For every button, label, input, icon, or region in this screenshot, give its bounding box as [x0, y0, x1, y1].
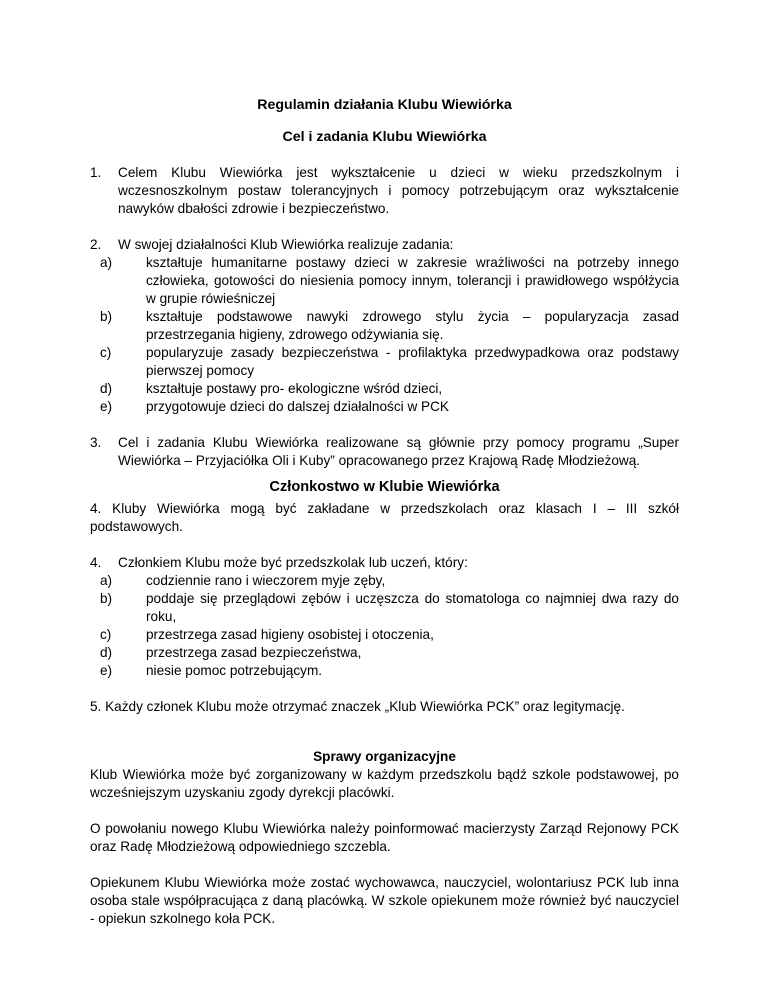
sub-item-letter: c): [100, 627, 112, 642]
sub-item-text: codziennie rano i wieczorem myje zęby,: [146, 573, 386, 588]
sub-item-letter: b): [100, 309, 113, 324]
document-page: [90, 96, 679, 946]
sub-item-text: kształtuje postawy pro- ekologiczne wśród dzieci,: [146, 381, 443, 396]
sub-item-text: przygotowuje dzieci do dalszej działalności w PCK: [146, 399, 449, 414]
sub-list-item: [90, 626, 679, 644]
sub-list-item: [90, 572, 679, 590]
goals-list: [90, 164, 679, 470]
sub-list-item: [90, 344, 679, 380]
sub-list-item: [90, 380, 679, 398]
section-title-membership: Członkostwo w Klubie Wiewiórka: [269, 479, 500, 495]
item-text: Cel i zadania Klubu Wiewiórka realizowane są głównie przy pomocy programu „Super Wiewiórka – Przyjaciółka Oli i Kuby” opracowanego przez Krajową Radę Młodzieżową.: [118, 435, 679, 468]
list-item: [90, 164, 679, 218]
sub-list-item: [90, 644, 679, 662]
section-title-organization: Sprawy organizacyjne: [313, 749, 456, 764]
sub-item-letter: a): [100, 573, 113, 588]
item-text: Celem Klubu Wiewiórka jest wykształcenie u dzieci w wieku przedszkolnym i wczesnoszkolnym postaw tolerancyjnych i pomocy potrzebującym oraz wykształcenie nawyków dbałości zdrowie i bezpieczeństwo.: [118, 165, 679, 216]
paragraph-organization-1: Klub Wiewiórka może być zorganizowany w każdym przedszkolu bądź szkole podstawowej, po wcześniejszym uzyskaniu zgody dyrekcji placówki.: [90, 767, 679, 800]
sub-item-letter: e): [100, 399, 113, 414]
item-number: 1.: [90, 165, 102, 180]
item-number: 3.: [90, 435, 102, 450]
sub-item-letter: d): [100, 381, 113, 396]
item-text: W swojej działalności Klub Wiewiórka realizuje zadania:: [118, 237, 454, 252]
list-item: [90, 554, 679, 680]
paragraph-organization-2: O powołaniu nowego Klubu Wiewiórka należy poinformować macierzysty Zarząd Rejonowy PCK oraz Radę Młodzieżową odpowiedniego szczebla.: [90, 821, 679, 854]
sub-item-letter: a): [100, 255, 113, 270]
paragraph-clubs: 4. Kluby Wiewiórka mogą być zakładane w przedszkolach oraz klasach I – III szkół podstawowych.: [90, 501, 679, 534]
sub-list-item: [90, 590, 679, 626]
sub-item-text: przestrzega zasad higieny osobistej i otoczenia,: [146, 627, 434, 642]
paragraph-badge: 5. Każdy członek Klubu może otrzymać znaczek „Klub Wiewiórka PCK” oraz legitymację.: [90, 699, 625, 714]
item-text: Członkiem Klubu może być przedszkolak lub uczeń, który:: [118, 555, 468, 570]
sub-item-letter: b): [100, 591, 113, 606]
sub-list-item: [90, 398, 679, 416]
sub-list-item: [90, 662, 679, 680]
document-title: Regulamin działania Klubu Wiewiórka: [257, 97, 512, 113]
item-number: 4.: [90, 555, 102, 570]
tasks-sublist: [90, 254, 679, 416]
list-item: [90, 236, 679, 416]
sub-list-item: [90, 254, 679, 308]
sub-item-text: niesie pomoc potrzebującym.: [146, 663, 323, 678]
sub-list-item: [90, 308, 679, 344]
sub-item-letter: e): [100, 663, 113, 678]
paragraph-organization-3: Opiekunem Klubu Wiewiórka może zostać wychowawca, nauczyciel, wolontariusz PCK lub inna osoba stale współpracująca z daną placówką. W szkole opiekunem może również być nauczyciel - opiekun szkolnego koła PCK.: [90, 875, 679, 926]
sub-item-text: przestrzega zasad bezpieczeństwa,: [146, 645, 362, 660]
sub-item-text: popularyzuje zasady bezpieczeństwa - profilaktyka przedwypadkowa oraz podstawy pierwszej pomocy: [146, 345, 679, 378]
sub-item-text: kształtuje humanitarne postawy dzieci w zakresie wrażliwości na potrzeby innego człowieka, gotowości do niesienia pomocy innym, tolerancji i prawidłowego współżycia w grupie rówieśniczej: [146, 255, 679, 306]
item-number: 2.: [90, 237, 102, 252]
sub-item-letter: d): [100, 645, 113, 660]
section-title-goals: Cel i zadania Klubu Wiewiórka: [282, 129, 487, 145]
sub-item-text: kształtuje podstawowe nawyki zdrowego stylu życia – popularyzacja zasad przestrzegania higieny, zdrowego odżywiania się.: [146, 309, 679, 342]
member-requirements-sublist: [90, 572, 679, 680]
list-item: [90, 434, 679, 470]
sub-item-letter: c): [100, 345, 112, 360]
sub-item-text: poddaje się przeglądowi zębów i uczęszcza do stomatologa co najmniej dwa razy do roku,: [146, 591, 679, 624]
